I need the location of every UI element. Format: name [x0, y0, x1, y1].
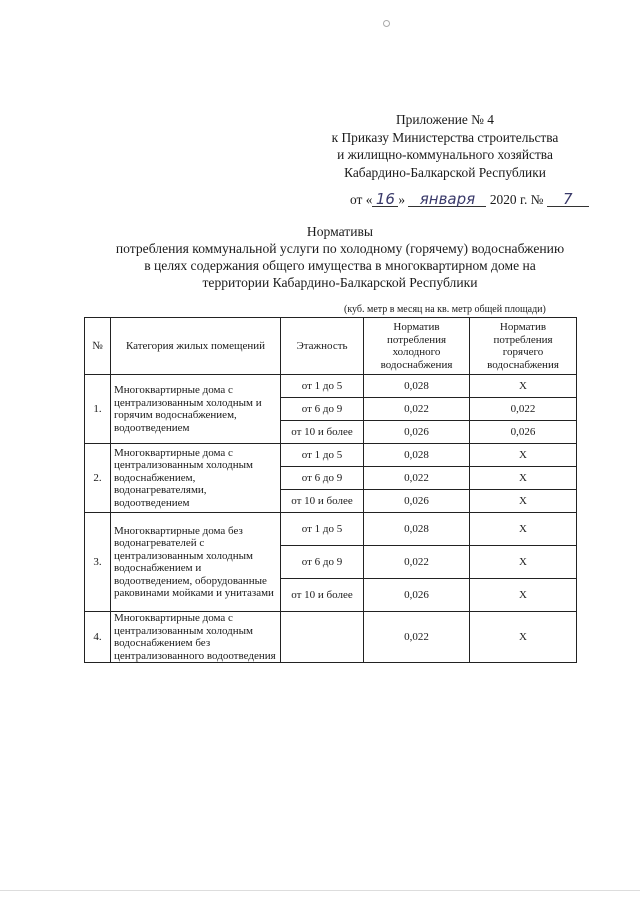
row-category: Многоквартирные дома без водонагревателей с централизованным холодным водоснабжением и водоотведением, оборудованные раковинами мойками и унитазами — [111, 513, 281, 612]
row-floors: от 1 до 5 — [281, 375, 364, 398]
row-hot: 0,022 — [470, 398, 577, 421]
row-cold: 0,022 — [364, 398, 470, 421]
row-num: 3. — [85, 513, 111, 612]
header-num: № — [85, 318, 111, 375]
order-prefix: от « — [350, 192, 373, 207]
row-cold: 0,026 — [364, 421, 470, 444]
row-hot: 0,026 — [470, 421, 577, 444]
order-mid: » — [398, 192, 406, 207]
table-row — [85, 375, 577, 398]
row-floors: от 6 до 9 — [281, 398, 364, 421]
row-floors: от 1 до 5 — [281, 513, 364, 546]
row-floors: от 6 до 9 — [281, 546, 364, 579]
scan-speck — [383, 20, 390, 27]
row-num: 2. — [85, 444, 111, 513]
appendix-title: Приложение № 4 — [395, 112, 495, 127]
row-num: 1. — [85, 375, 111, 444]
row-hot: X — [470, 444, 577, 467]
row-cold: 0,022 — [364, 546, 470, 579]
row-hot: X — [470, 467, 577, 490]
row-cold: 0,022 — [364, 612, 470, 663]
order-month: января — [408, 192, 486, 207]
table-header-row — [85, 318, 577, 375]
row-floors: от 6 до 9 — [281, 467, 364, 490]
title-line-1: Нормативы — [306, 224, 374, 239]
table-row — [85, 444, 577, 467]
row-cold: 0,028 — [364, 444, 470, 467]
appendix-line-3: Кабардино-Балкарской Республики — [344, 164, 546, 180]
norms-table — [84, 317, 577, 663]
row-cold: 0,028 — [364, 513, 470, 546]
units-note: (куб. метр в месяц на кв. метр общей площади) — [344, 304, 546, 315]
row-hot: X — [470, 612, 577, 663]
header-floors: Этажность — [281, 318, 364, 375]
row-floors: от 1 до 5 — [281, 444, 364, 467]
row-cold: 0,022 — [364, 467, 470, 490]
appendix-line-2: и жилищно-коммунального хозяйства — [337, 147, 553, 162]
order-date-line — [350, 192, 589, 208]
title-line-2: потребления коммунальной услуги по холодному (горячему) водоснабжению — [115, 241, 565, 256]
row-hot: X — [470, 513, 577, 546]
row-hot: X — [470, 375, 577, 398]
header-hot: Норматив потребления горячего водоснабжения — [470, 318, 577, 375]
document-title — [60, 223, 620, 291]
row-category: Многоквартирные дома с централизованным холодным и горячим водоснабжением, водоотведением — [111, 375, 281, 444]
header-cold: Норматив потребления холодного водоснабжения — [364, 318, 470, 375]
scan-edge-line — [0, 890, 640, 891]
order-number: 7 — [547, 192, 589, 207]
row-category: Многоквартирные дома с централизованным холодным водоснабжением без централизованного водоотведения — [111, 612, 281, 663]
table-row — [85, 612, 577, 663]
row-hot: X — [470, 546, 577, 579]
row-floors: от 10 и более — [281, 579, 364, 612]
row-hot: X — [470, 579, 577, 612]
order-year: 2020 г. № — [489, 192, 544, 207]
row-hot: X — [470, 490, 577, 513]
row-category: Многоквартирные дома с централизованным холодным водоснабжением, водонагревателями, водоотведением — [111, 444, 281, 513]
row-floors: от 10 и более — [281, 421, 364, 444]
title-line-4: территории Кабардино-Балкарской Республики — [202, 275, 478, 290]
order-day: 16 — [372, 192, 398, 207]
appendix-line-1: к Приказу Министерства строительства — [331, 129, 559, 145]
header-category: Категория жилых помещений — [111, 318, 281, 375]
row-floors: от 10 и более — [281, 490, 364, 513]
table-row — [85, 513, 577, 546]
appendix-header — [300, 111, 590, 181]
row-cold: 0,028 — [364, 375, 470, 398]
title-line-3: в целях содержания общего имущества в многоквартирном доме на — [144, 258, 536, 273]
row-cold: 0,026 — [364, 490, 470, 513]
row-floors — [281, 612, 364, 663]
row-cold: 0,026 — [364, 579, 470, 612]
row-num: 4. — [85, 612, 111, 663]
